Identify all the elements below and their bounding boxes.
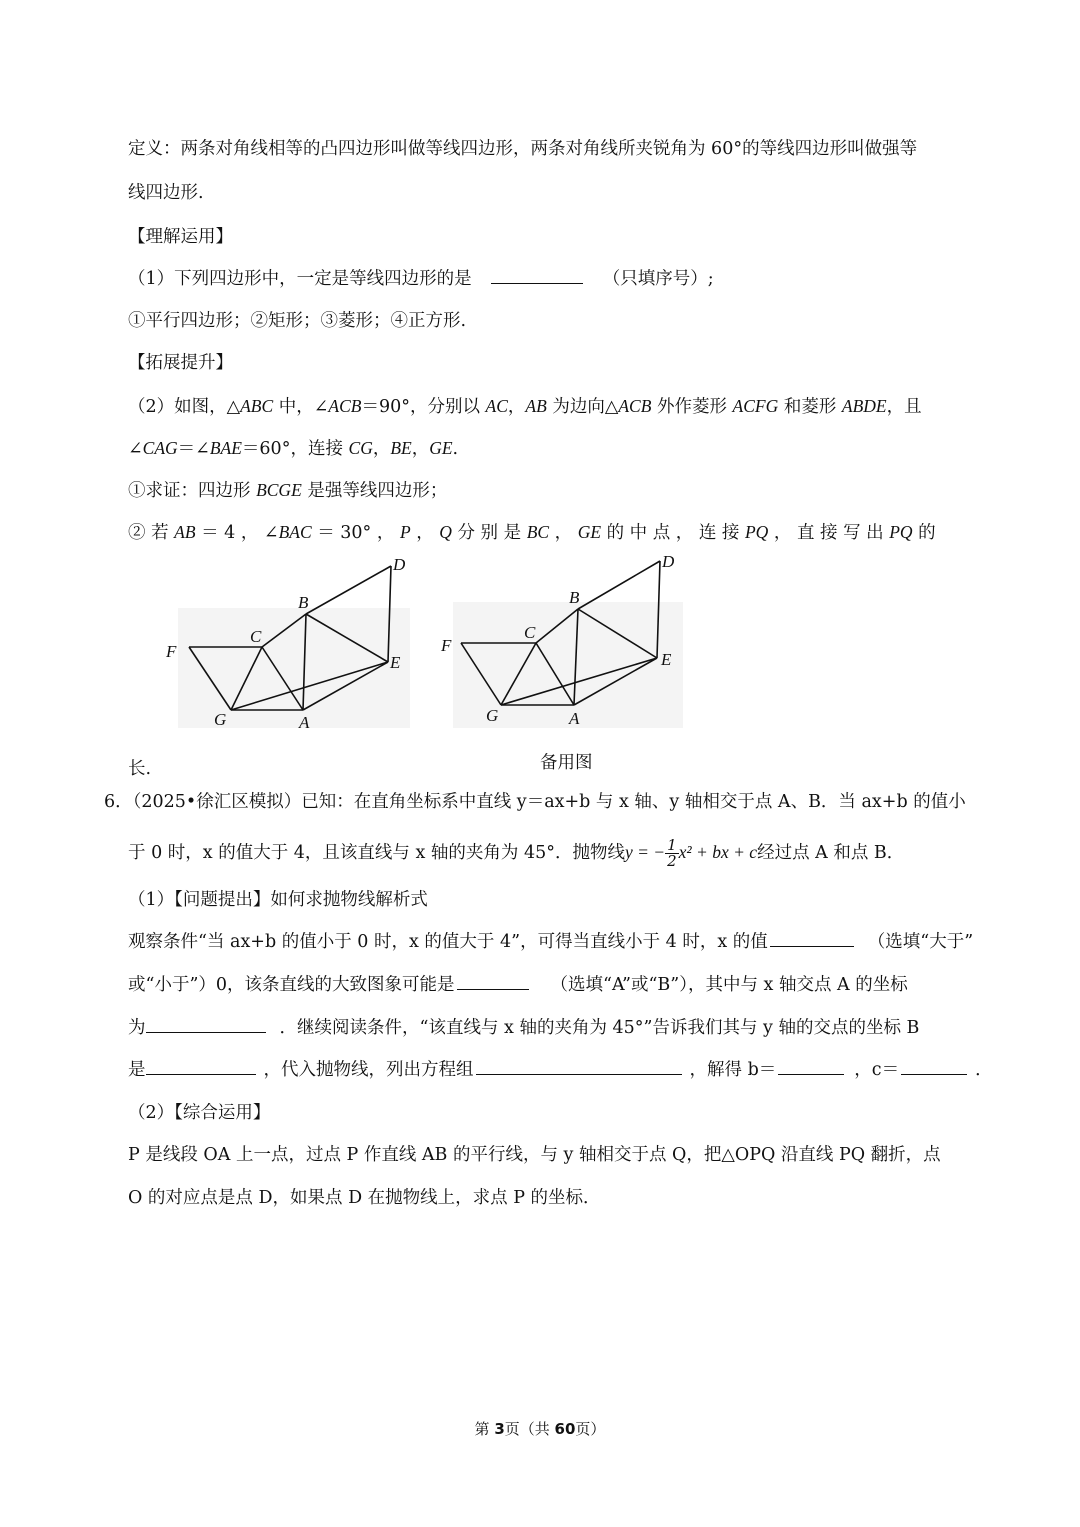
q2-sub-1: [128, 477, 447, 504]
q6-p1-line-3: [128, 1015, 919, 1041]
answer-blank-x-value[interactable]: [770, 930, 854, 947]
q2-text: 分 别 是: [451, 523, 527, 543]
q1-prefix: （1）下列四边形中，一定是等线四边形的是: [128, 269, 472, 289]
q2-math: CAG: [142, 438, 178, 458]
q2-text: ② 若: [128, 523, 175, 543]
q2-math: BE: [390, 438, 412, 458]
segment-bd: [306, 566, 391, 614]
q2-math: ACB: [618, 396, 652, 416]
q2-math: ACB: [328, 396, 362, 416]
q2-text: 外作菱形: [651, 397, 733, 417]
q6-p1-line-2: [128, 972, 908, 998]
label-g: G: [214, 710, 227, 729]
q2-text: ，: [507, 397, 526, 417]
q6-part1-title: （1）【问题提出】如何求抛物线解析式: [128, 890, 428, 910]
label-c: C: [250, 627, 262, 646]
label-b: B: [569, 588, 580, 607]
q2-math: Q: [439, 522, 452, 542]
label-f: F: [166, 642, 177, 661]
q2-text: 为边向△: [546, 397, 619, 417]
equation-lhs: y = −: [624, 842, 666, 862]
q2-text: ，: [549, 523, 578, 543]
q2-math: BCGE: [256, 480, 302, 500]
q2-math: GE: [429, 438, 453, 458]
answer-blank-c[interactable]: [901, 1058, 967, 1075]
q6-line-2: [128, 838, 904, 869]
q2-math: PQ: [744, 522, 769, 542]
q2-math: AB: [174, 522, 196, 542]
q6-text: ，代入抛物线，列出方程组: [263, 1060, 474, 1080]
q6-text: 观察条件“当 ax+b 的值小于 0 时，x 的值大于 4”，可得当直线小于 4 时，x 的值: [128, 932, 768, 952]
q2-math: BC: [526, 522, 550, 542]
q6-text: 于 0 时，x 的值大于 4，且该直线与 x 轴的夹角为 45°．抛物线: [128, 843, 625, 863]
label-a: A: [569, 709, 580, 728]
q1-suffix: （只填序号）;: [602, 269, 714, 289]
answer-blank-b[interactable]: [778, 1058, 844, 1075]
definition-line-2: 线四边形.: [128, 183, 204, 203]
answer-blank-equations[interactable]: [476, 1058, 682, 1075]
q2-text: .: [452, 439, 459, 459]
q2-sub-2: [128, 519, 936, 546]
segment-bd: [578, 561, 660, 609]
label-e: E: [661, 650, 672, 669]
figure-backup: [435, 548, 695, 738]
q2-math: ABDE: [841, 396, 887, 416]
fraction: [665, 838, 679, 869]
q2-text: ∠: [128, 439, 143, 459]
fraction-denominator: 2: [667, 852, 677, 870]
section-understand-heading: 【理解运用】: [128, 227, 233, 247]
q2-text: ＝90°，分别以: [361, 397, 486, 417]
footer-text: 页（共: [504, 1420, 555, 1438]
footer-text: 页）: [575, 1420, 606, 1438]
figure-main: [160, 548, 420, 738]
label-f: F: [441, 636, 452, 655]
q2-text: ，: [372, 439, 391, 459]
q2-text: ＝ 30° ，: [311, 523, 400, 543]
label-d: D: [662, 552, 675, 571]
q2-line-2: [128, 435, 458, 462]
q1-options: ①平行四边形；②矩形；③菱形；④正方形.: [128, 311, 467, 331]
q2-math: ACFG: [732, 396, 779, 416]
q2-line-1: [128, 393, 922, 420]
q6-text: 为: [128, 1018, 146, 1038]
q2-text: ，: [411, 439, 430, 459]
q2-math: PQ: [889, 522, 913, 542]
page-footer: [0, 1418, 1080, 1439]
q2-math: P: [399, 522, 411, 542]
section-extend-heading: 【拓展提升】: [128, 353, 233, 373]
q2-text: （2）如图，△: [128, 397, 241, 417]
q2-text: ，且: [886, 397, 922, 417]
q2-math: CG: [348, 438, 373, 458]
q2-text: 中，∠: [273, 397, 329, 417]
q2-tail: 长.: [128, 759, 152, 779]
q6-p2-line-1: P 是线段 OA 上一点，过点 P 作直线 AB 的平行线，与 y 轴相交于点 Q，把△OPQ 沿直线 PQ 翻折，点: [128, 1145, 941, 1165]
q1-answer-blank[interactable]: [491, 267, 583, 284]
definition-line-1: 定义：两条对角线相等的凸四边形叫做等线四边形，两条对角线所夹锐角为 60°的等线四边形叫做强等: [128, 139, 918, 159]
q2-text: ①求证：四边形: [128, 481, 257, 501]
q6-text: （选填“A”或“B”），其中与 x 轴交点 A 的坐标: [550, 975, 908, 995]
q6-text: 或“小于”）0，该条直线的大致图象可能是: [128, 975, 455, 995]
answer-blank-graph[interactable]: [457, 973, 529, 990]
q6-text: ．继续阅读条件，“该直线与 x 轴的夹角为 45°”告诉我们其与 y 轴的交点的坐标 B: [279, 1018, 920, 1038]
q2-math: AB: [525, 396, 547, 416]
q2-math: BAE: [209, 438, 242, 458]
q2-text: ＝ 4 ， ∠: [195, 523, 279, 543]
q6-part2-title: （2）【综合运用】: [128, 1103, 271, 1123]
label-a: A: [299, 713, 310, 732]
q2-math: AC: [485, 396, 508, 416]
q6-text: 是: [128, 1060, 146, 1080]
q6-p1-line-1: [128, 929, 973, 955]
q6-text: 经过点 A 和点 B．: [757, 843, 905, 863]
label-e: E: [390, 653, 401, 672]
q6-p2-line-2: O 的对应点是点 D，如果点 D 在抛物线上，求点 P 的坐标．: [128, 1188, 601, 1208]
q6-text: ，c＝: [854, 1060, 900, 1080]
label-b: B: [298, 593, 309, 612]
label-d: D: [393, 555, 406, 574]
q2-text: ＝∠: [177, 439, 210, 459]
q2-text: 是强等线四边形；: [301, 481, 448, 501]
q2-text: ，: [410, 523, 440, 543]
label-c: C: [524, 623, 536, 642]
q2-text: 和菱形: [778, 397, 842, 417]
q6-text: （选填“大于”: [867, 932, 974, 952]
q2-math: BAC: [278, 522, 312, 542]
q2-text: ＝60°，连接: [241, 439, 349, 459]
footer-page-number: 3: [494, 1420, 505, 1438]
q6-text: ．: [975, 1060, 993, 1080]
fraction-numerator: 1: [667, 836, 677, 854]
backup-figure-caption: 备用图: [540, 753, 593, 773]
q2-text: 的: [912, 523, 936, 543]
footer-total-pages: 60: [554, 1420, 576, 1438]
question-1: [128, 266, 714, 292]
q2-math: ABC: [240, 396, 274, 416]
q6-p1-line-4: [128, 1057, 993, 1083]
q2-math: GE: [577, 522, 602, 542]
q2-text: 的 中 点 ， 连 接: [601, 523, 745, 543]
equation-rhs: x² + bx + c: [678, 842, 758, 862]
q2-text: ， 直 接 写 出: [768, 523, 890, 543]
answer-blank-point-b[interactable]: [146, 1058, 256, 1075]
footer-text: 第: [474, 1420, 495, 1438]
answer-blank-point-a[interactable]: [146, 1016, 266, 1033]
q6-line-1: 6．（2025•徐汇区模拟）已知：在直角坐标系中直线 y＝ax+b 与 x 轴、y 轴相交于点 A、B．当 ax+b 的值小: [104, 792, 966, 812]
label-g: G: [486, 706, 499, 725]
q6-text: ，解得 b＝: [689, 1060, 777, 1080]
